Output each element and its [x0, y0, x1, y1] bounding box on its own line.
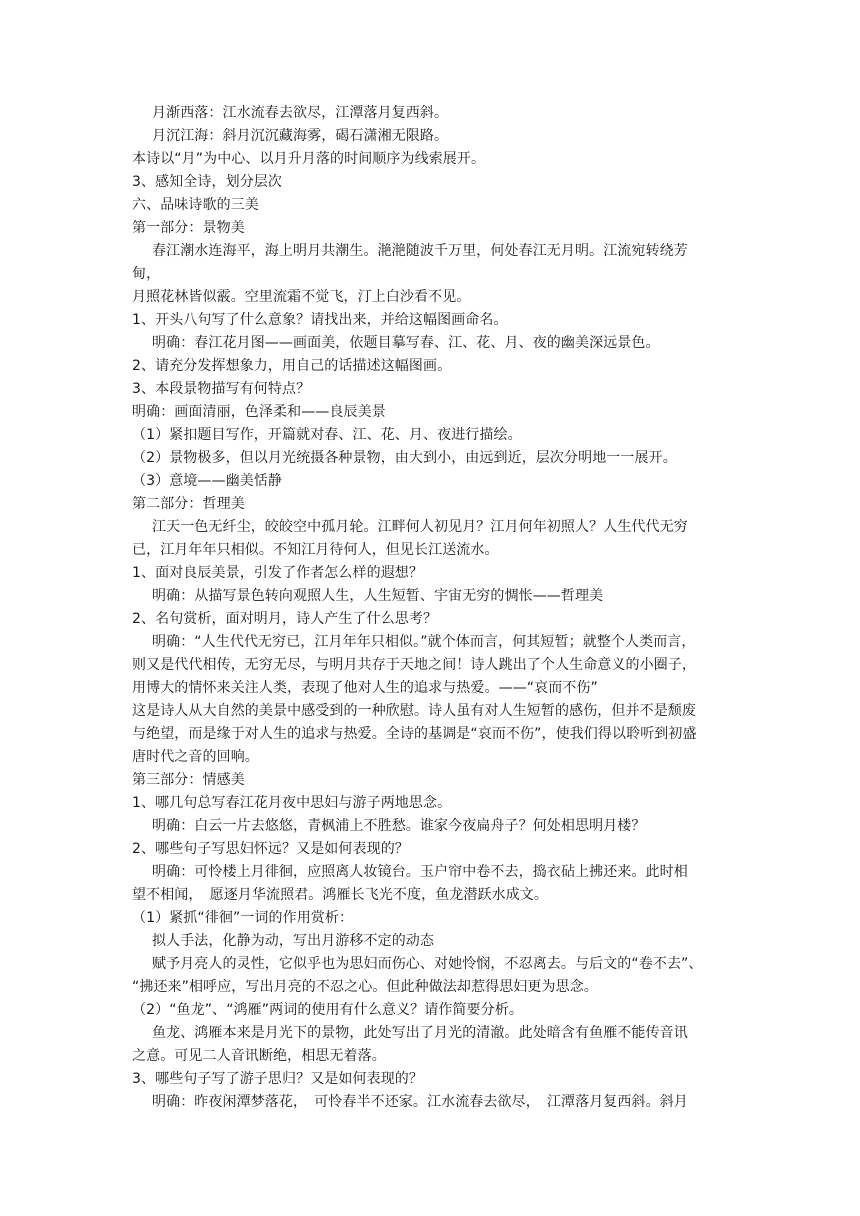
question: 3、哪些句子写了游子思归？又是如何表现的？ [132, 1071, 424, 1087]
answer: 明确：从描写景色转向观照人生，人生短暂、宇宙无穷的惆怅——哲理美 [152, 588, 604, 604]
poem-line: 已，江月年年只相似。不知江月待何人，但见长江送流水。 [132, 542, 499, 558]
part-heading: 第三部分：情感美 [132, 772, 245, 788]
text-line: 3、感知全诗，划分层次 [132, 174, 283, 190]
list-item: （1）紧抓“徘徊”一词的作用赏析： [132, 910, 354, 926]
answer: 明确：画面清丽，色泽柔和——良辰美景 [132, 404, 386, 420]
text-line: “拂还来”相呼应，写出月亮的不忍之心。但此种做法却惹得思妇更为思念。 [132, 979, 598, 995]
list-item: （2）景物极多，但以月光统摄各种景物，由大到小，由远到近，层次分明地一一展开。 [132, 450, 677, 466]
part-heading: 第一部分：景物美 [132, 220, 245, 236]
section-heading: 六、品味诗歌的三美 [132, 197, 259, 213]
text-line: 唐时代之音的回响。 [132, 749, 259, 765]
question: 1、面对良辰美景，引发了作者怎么样的遐想？ [132, 565, 424, 581]
document-page [132, 102, 732, 1114]
answer: 明确：白云一片去悠悠，青枫浦上不胜愁。谁家今夜扁舟子？何处相思明月楼？ [152, 818, 646, 834]
answer: 用博大的情怀来关注人类，表现了他对人生的追求与热爱。——“哀而不伤” [132, 680, 598, 696]
question: 1、开头八句写了什么意象？请找出来，并给这幅图画命名。 [132, 312, 508, 328]
answer: 明确：可怜楼上月徘徊，应照离人妆镜台。玉户帘中卷不去，捣衣砧上拂还来。此时相 [152, 864, 688, 880]
text-line: 鱼龙、鸿雁本来是月光下的景物，此处写出了月光的清澈。此处暗含有鱼雁不能传音讯 [152, 1025, 688, 1041]
poem-line: 春江潮水连海平，海上明月共潮生。滟滟随波千万里，何处春江无月明。江流宛转绕芳 [152, 243, 688, 259]
answer: 明确：春江花月图——画面美，依题目摹写春、江、花、月、夜的幽美深远景色。 [152, 335, 660, 351]
text-line: 之意。可见二人音讯断绝，相思无着落。 [132, 1048, 386, 1064]
answer: 明确：“人生代代无穷已，江月年年只相似。”就个体而言，何其短暂；就整个人类而言， [152, 634, 696, 650]
poem-line: 月照花林皆似霰。空里流霜不觉飞，汀上白沙看不见。 [132, 289, 471, 305]
poem-line: 甸， [132, 266, 161, 282]
question: 1、哪几句总写春江花月夜中思妇与游子两地思念。 [132, 795, 452, 811]
text-line: 月渐西落：江水流春去欲尽，江潭落月复西斜。 [152, 105, 449, 121]
text-line: 这是诗人从大自然的美景中感受到的一种欣慰。诗人虽有对人生短暂的感伤，但并不是颓废 [132, 703, 696, 719]
list-item: （2）“鱼龙”、“鸿雁”两词的使用有什么意义？请作简要分析。 [132, 1002, 523, 1018]
text-line: 与绝望，而是缘于对人生的追求与热爱。全诗的基调是“哀而不伤”，使我们得以聆听到初盛 [132, 726, 697, 742]
text-line: 赋予月亮人的灵性，它似乎也为思妇而伤心、对她怜悯，不忍离去。与后文的“卷不去”、 [152, 956, 703, 972]
answer: 望不相闻， 愿逐月华流照君。鸿雁长飞光不度，鱼龙潜跃水成文。 [132, 887, 548, 903]
question: 2、请充分发挥想象力，用自己的话描述这幅图画。 [132, 358, 452, 374]
list-item: （1）紧扣题目写作，开篇就对春、江、花、月、夜进行描绘。 [132, 427, 522, 443]
list-item: （3）意境——幽美恬静 [132, 473, 283, 489]
answer: 则又是代代相传，无穷无尽，与明月共存于天地之间！诗人跳出了个人生命意义的小圈子， [132, 657, 696, 673]
text-line: 拟人手法，化静为动，写出月游移不定的动态 [152, 933, 434, 949]
part-heading: 第二部分：哲理美 [132, 496, 245, 512]
text-line: 本诗以“月”为中心、以月升月落的时间顺序为线索展开。 [132, 151, 486, 167]
question: 2、哪些句子写思妇怀远？又是如何表现的？ [132, 841, 409, 857]
question: 3、本段景物描写有何特点？ [132, 381, 311, 397]
answer: 明确：昨夜闲潭梦落花， 可怜春半不还家。江水流春去欲尽， 江潭落月复西斜。斜月 [152, 1094, 688, 1110]
text-line: 月沉江海：斜月沉沉藏海雾，碣石潇湘无限路。 [152, 128, 449, 144]
question: 2、名句赏析，面对明月，诗人产生了什么思考？ [132, 611, 438, 627]
poem-line: 江天一色无纤尘，皎皎空中孤月轮。江畔何人初见月？江月何年初照人？人生代代无穷 [152, 519, 688, 535]
